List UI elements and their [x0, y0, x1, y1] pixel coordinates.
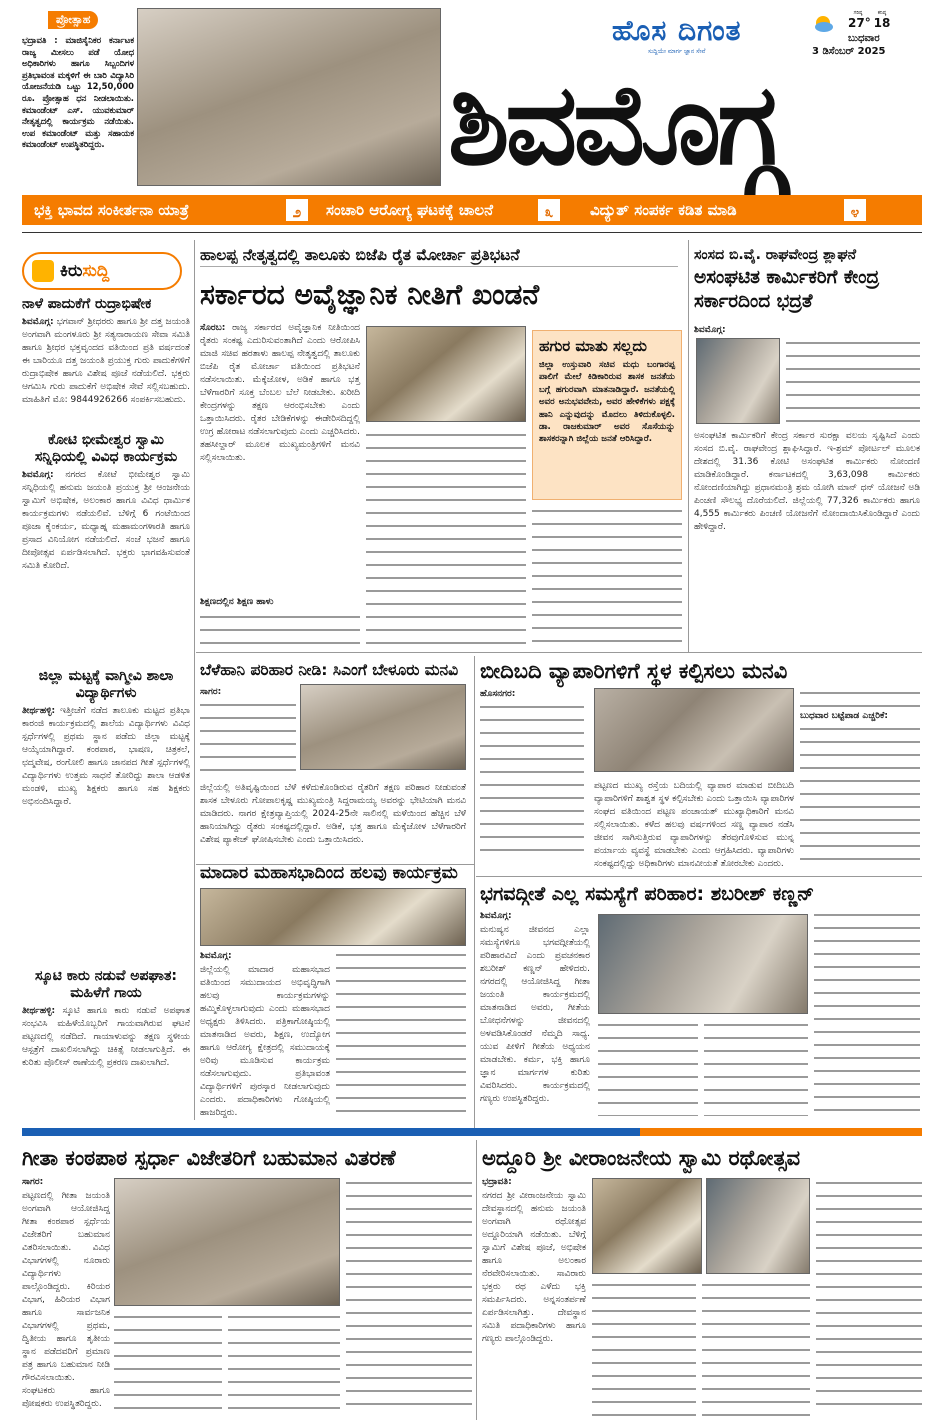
bottom-right-col2: [592, 1280, 696, 1416]
kiru-item-4: ಸ್ಕೂಟಿ ಕಾರು ನಡುವೆ ಅಪಘಾತ: ಮಹಿಳೆಗೆ ಗಾಯ ತೀರ್ಥಹಳ್ಳಿ: ಸ್ಕೂಟಿ ಹಾಗೂ ಕಾರು ನಡುವೆ ಅಪಘಾತ ಸಂಭವಿಸಿ ಮಹಿಳೆಯೊಬ್ಬರಿಗೆ ಗಾಯವಾಗಿರುವ ಘಟನೆ ಪಟ್ಟಣದಲ್ಲಿ ನಡೆದಿದೆ. ಗಾಯಾಳುವನ್ನು ತಕ್ಷಣ ಸ್ಥಳೀಯ ಆಸ್ಪತ್ರೆಗೆ ದಾಖಲಿಸಲಾಗಿದ್ದು ಚಿಕಿತ್ಸೆ ನೀಡಲಾಗುತ್ತಿದೆ. ಈ ಕುರಿತು ಪೊಲೀಸ್ ಠಾಣೆಯಲ್ಲಿ ಪ್ರಕರಣ ದಾಖಲಾಗಿದೆ.: [22, 968, 190, 1068]
lower-right-body: ಮನುಷ್ಯನ ಜೀವನದ ಎಲ್ಲಾ ಸಮಸ್ಯೆಗಳಿಗೂ ಭಗವದ್ಗೀತೆಯಲ್ಲಿ ಪರಿಹಾರವಿದೆ ಎಂದು ಪ್ರವಚನಕಾರ ಶಬರೀಶ್ ಕಣ್ಣನ್ ಹೇಳಿದರು. ನಗರದಲ್ಲಿ ಆಯೋಜಿಸಿದ್ದ ಗೀತಾ ಜಯಂತಿ ಕಾರ್ಯಕ್ರಮದಲ್ಲಿ ಮಾತನಾಡಿದ ಅವರು, ಗೀತೆಯ ಬೋಧನೆಗಳನ್ನು ಜೀವನದಲ್ಲಿ ಅಳವಡಿಸಿಕೊಂಡರೆ ನೆಮ್ಮದಿ ಸಾಧ್ಯ. ಯುವ ಪೀಳಿಗೆ ಗೀತೆಯ ಅಧ್ಯಯನ ಮಾಡಬೇಕು. ಕರ್ಮ, ಭಕ್ತಿ ಹಾಗೂ ಜ್ಞಾನ ಮಾರ್ಗಗಳ ಕುರಿತು ವಿವರಿಸಿದರು. ಕಾರ್ಯಕ್ರಮದಲ್ಲಿ ಗಣ್ಯರು ಉಪಸ್ಥಿತರಿದ್ದರು.: [480, 925, 590, 1104]
kiru-item-3: ಜಿಲ್ಲಾ ಮಟ್ಟಕ್ಕೆ ವಾಗ್ಮೀವಿ ಶಾಲಾ ವಿದ್ಯಾರ್ಥಿಗಳು ತೀರ್ಥಹಳ್ಳಿ: ಇತ್ತೀಚೆಗೆ ನಡೆದ ತಾಲೂಕು ಮಟ್ಟದ ಪ್ರತಿಭಾ ಕಾರಂಜಿ ಕಾರ್ಯಕ್ರಮದಲ್ಲಿ ಶಾಲೆಯ ವಿದ್ಯಾರ್ಥಿಗಳು ವಿವಿಧ ಸ್ಪರ್ಧೆಗಳಲ್ಲಿ ಪ್ರಥಮ ಸ್ಥಾನ ಪಡೆದು ಜಿಲ್ಲಾ ಮಟ್ಟಕ್ಕೆ ಆಯ್ಕೆಯಾಗಿದ್ದಾರೆ. ಕಂಠಪಾಠ, ಭಾಷಣ, ಚಿತ್ರಕಲೆ, ಛದ್ಮವೇಷ, ರಂಗೋಲಿ ಹಾಗೂ ಜಾನಪದ ಗೀತೆ ಸ್ಪರ್ಧೆಗಳಲ್ಲಿ ವಿದ್ಯಾರ್ಥಿಗಳು ಉತ್ತಮ ಸಾಧನೆ ತೋರಿದ್ದು ಶಾಲಾ ಆಡಳಿತ ಮಂಡಳಿ, ಮುಖ್ಯ ಶಿಕ್ಷಕರು ಹಾಗೂ ಸಹ ಶಿಕ್ಷಕರು ಅಭಿನಂದಿಸಿದ್ದಾರೆ.: [22, 668, 190, 807]
lower-left-headline: ಮಾದಾರ ಮಹಾಸಭಾದಿಂದ ಹಲವು ಕಾರ್ಯಕ್ರಮ: [200, 863, 458, 883]
bottom-right-col3: [702, 1280, 810, 1416]
bottom-section-rule-accent: [640, 1128, 922, 1136]
lower-left-photo: [200, 888, 466, 946]
bottom-right-photo-1: [592, 1178, 702, 1274]
mp-portrait: [696, 338, 780, 424]
lower-right-dateline: ಶಿವಮೊಗ್ಗ:: [480, 911, 512, 921]
inside-link-1-page[interactable]: ೨: [284, 197, 310, 223]
column-rule: [476, 1140, 477, 1420]
lower-right-photo: [598, 914, 808, 1014]
issue-day: ಬುಧವಾರ: [848, 33, 880, 44]
bottom-left-dateline: ಸಾಗರ:: [22, 1177, 44, 1187]
promo-photo: [137, 8, 441, 186]
bottom-left-headline: ಗೀತಾ ಕಂಠಪಾಠ ಸ್ಪರ್ಧಾ ವಿಜೇತರಿಗೆ ಬಹುಮಾನ ವಿತರಣೆ: [22, 1146, 396, 1170]
inside-link-3-page[interactable]: ೪: [842, 197, 868, 223]
lead-kicker: ಹಾಲಪ್ಪ ನೇತೃತ್ವದಲ್ಲಿ ತಾಲೂಕು ಬಿಜೆಪಿ ರೈತ ಮೋರ್ಚಾ ಪ್ರತಿಭಟನೆ: [200, 244, 678, 267]
lead-body-col4: [532, 506, 682, 644]
kiru-suddi-label: ಕಿರು ಸುದ್ದಿ: [22, 252, 182, 290]
bottom-right-headline: ಅದ್ದೂರಿ ಶ್ರೀ ವೀರಾಂಜನೇಯ ಸ್ವಾಮಿ ರಥೋತ್ಸವ: [482, 1146, 801, 1170]
bottom-right-dateline: ಭದ್ರಾವತಿ:: [482, 1177, 512, 1187]
inside-link-3[interactable]: ವಿದ್ಯುತ್ ಸಂಪರ್ಕ ಕಡಿತ ಮಾಡಿ: [578, 197, 840, 223]
bottom-right-photo-2: [706, 1178, 810, 1274]
mid-left-col1: [200, 700, 296, 778]
bottom-right-col4: [816, 1178, 922, 1416]
column-rule: [474, 656, 475, 1132]
mid-right-col4: [800, 688, 920, 710]
mid-right-photo: [594, 688, 794, 772]
promo-text: ಭದ್ರಾವತಿ : ಮಾಜಿಸೈನಿಕರ ಕರ್ನಾಟಕ ರಾಜ್ಯ ಮೀಸಲು ಪಡೆ ಯೋಧ ಅಧಿಕಾರಿಗಳು ಹಾಗೂ ಸಿಬ್ಬಂದಿಗಳ ಪ್ರತಿಭಾವಂತ ಮಕ್ಕಳಿಗೆ ಈ ಬಾರಿ ವಿದ್ಯಾಸಿರಿ ಯೋಜನೆಯಡಿ ಒಟ್ಟು 12,50,000 ರೂ. ಪ್ರೋತ್ಸಾಹ ಧನ ನೀಡಲಾಯಿತು. ಕಮಾಂಡೆಂಟ್ ಎಸ್. ಯುವಕುಮಾರ್ ನೇತೃತ್ವದಲ್ಲಿ ಕಾರ್ಯಕ್ರಮ ನಡೆಯಿತು. ಉಪ ಕಮಾಂಡೆಂಟ್ ಮತ್ತು ಸಹಾಯಕ ಕಮಾಂಡೆಂಟ್ ಉಪಸ್ಥಿತರಿದ್ದರು.: [22, 35, 134, 150]
right-kicker: ಸಂಸದ ಬಿ.ವೈ. ರಾಘವೇಂದ್ರ ಶ್ಲಾಘನೆ: [694, 247, 857, 263]
inside-link-2[interactable]: ಸಂಚಾರಿ ಆರೋಗ್ಯ ಘಟಕಕ್ಕೆ ಚಾಲನೆ: [314, 197, 532, 223]
weather-high: ಗರಿಷ್ಠ 27°: [848, 10, 871, 30]
mid-right-subhead: ಬುಧವಾರ ಬಟ್ಟೆಪಾಡ ಎಚ್ಚರಿಕೆ:: [800, 711, 889, 721]
column-rule: [194, 240, 195, 1120]
lead-photo: [366, 326, 526, 422]
mid-right-headline: ಬೀದಿಬದಿ ವ್ಯಾಪಾರಿಗಳಿಗೆ ಸ್ಥಳ ಕಲ್ಪಿಸಲು ಮನವಿ: [480, 659, 788, 683]
inside-link-2-page[interactable]: ೩: [536, 197, 562, 223]
masthead-rule: [22, 232, 922, 233]
bottom-left-photo: [114, 1178, 340, 1306]
sidebar-text: ಜಿಲ್ಲಾ ಉಸ್ತುವಾರಿ ಸಚಿವ ಮಧು ಬಂಗಾರಪ್ಪ ಪಾಲಿಗೆ ಮೇಲೆ ಕಿಡಿಕಾರಿರುವ ಶಾಸಕ ಜನತೆಯ ಬಗ್ಗೆ ಹಗುರವಾಗಿ ಮಾತನಾಡಿದ್ದಾರೆ. ಜನತೆಯಲ್ಲಿ ಅವರ ಅನುಭವವೇನು, ಅವರ ಹೇಳಿಕೆಗಳು ಪಕ್ಷಕ್ಕೆ ಹಾನಿ ಎನ್ನುವುದನ್ನು ಮೊದಲು ತಿಳಿದುಕೊಳ್ಳಲಿ. ಡಾ. ರಾಜಕುಮಾರ್ ಅವರ ಸೊಸೆಯನ್ನು ಶಾಸಕರನ್ನಾಗಿ ಜಿಲ್ಲೆಯ ಜನತೆ ಆರಿಸಿದ್ದಾರೆ.: [539, 360, 675, 445]
bottom-right-body: ನಗರದ ಶ್ರೀ ವೀರಾಂಜನೇಯ ಸ್ವಾಮಿ ದೇವಸ್ಥಾನದಲ್ಲಿ ಹನುಮ ಜಯಂತಿ ಅಂಗವಾಗಿ ರಥೋತ್ಸವ ಅದ್ದೂರಿಯಾಗಿ ನಡೆಯಿತು. ಬೆಳಿಗ್ಗೆ ಸ್ವಾಮಿಗೆ ವಿಶೇಷ ಪೂಜೆ, ಅಭಿಷೇಕ ಹಾಗೂ ಅಲಂಕಾರ ನೆರವೇರಿಸಲಾಯಿತು. ಸಾವಿರಾರು ಭಕ್ತರು ರಥ ಎಳೆದು ಭಕ್ತಿ ಸಮರ್ಪಿಸಿದರು. ಅನ್ನಸಂತರ್ಪಣೆ ಏರ್ಪಡಿಸಲಾಗಿತ್ತು. ದೇವಸ್ಥಾನ ಸಮಿತಿ ಪದಾಧಿಕಾರಿಗಳು ಹಾಗೂ ಗಣ್ಯರು ಪಾಲ್ಗೊಂಡಿದ್ದರು.: [482, 1191, 586, 1344]
lower-right-col4: [814, 910, 920, 1116]
issue-date: 3 ಡಿಸೆಂಬರ್ 2025: [812, 46, 886, 57]
mid-right-body: ಪಟ್ಟಣದ ಮುಖ್ಯ ರಸ್ತೆಯ ಬದಿಯಲ್ಲಿ ವ್ಯಾಪಾರ ಮಾಡುವ ಬೀದಿಬದಿ ವ್ಯಾಪಾರಿಗಳಿಗೆ ಶಾಶ್ವತ ಸ್ಥಳ ಕಲ್ಪಿಸಬೇಕು ಎಂದು ಒತ್ತಾಯಿಸಿ ವ್ಯಾಪಾರಿಗಳ ಸಂಘದ ವತಿಯಿಂದ ಪಟ್ಟಣ ಪಂಚಾಯತ್ ಮುಖ್ಯಾಧಿಕಾರಿಗೆ ಮನವಿ ಸಲ್ಲಿಸಲಾಯಿತು. ಕಳೆದ ಹಲವು ವರ್ಷಗಳಿಂದ ಸಣ್ಣ ವ್ಯಾಪಾರ ನಡೆಸಿ ಜೀವನ ಸಾಗಿಸುತ್ತಿರುವ ವ್ಯಾಪಾರಿಗಳನ್ನು ತೆರವುಗೊಳಿಸುವ ಮುನ್ನ ಪರ್ಯಾಯ ವ್ಯವಸ್ಥೆ ಮಾಡಬೇಕು ಎಂದು ಆಗ್ರಹಿಸಿದರು. ವ್ಯಾಪಾರಿಗಳು ಸಂಕಷ್ಟದಲ್ಲಿದ್ದು ಅಧಿಕಾರಿಗಳು ಮಾನವೀಯತೆ ತೋರಬೇಕು ಎಂದರು.: [594, 781, 794, 869]
sidebar-title: ಹಗುರ ಮಾತು ಸಲ್ಲದು: [539, 337, 647, 355]
mid-right-col4b: [800, 724, 920, 862]
lower-left-col2: [336, 950, 466, 1114]
mid-left-headline: ಬೆಳೆಹಾನಿ ಪರಿಹಾರ ನೀಡಿ: ಸಿಎಂಗೆ ಬೇಳೂರು ಮನವಿ: [200, 661, 459, 679]
column-rule: [688, 240, 689, 652]
lead-body-col3b: [366, 430, 526, 644]
city-title: ಶಿವಮೊಗ್ಗ: [448, 60, 781, 190]
kiru-item-1: ನಾಳೆ ಪಾದುಕೆಗೆ ರುದ್ರಾಭಿಷೇಕ ಶಿವಮೊಗ್ಗ: ಭಗವಾನ್ ಶ್ರೀಧರರು ಹಾಗೂ ಶ್ರೀ ದತ್ತ ಜಯಂತಿ ಅಂಗವಾಗಿ ಮಂಗಳೂರು ಶ್ರೀ ಸತ್ಯನಾರಾಯಣ ಸೇವಾ ಸಮಿತಿ ಹಾಗೂ ಶ್ರೀಧರ ಭಕ್ತವೃಂದದ ವತಿಯಿಂದ ಪ್ರತಿ ವರ್ಷದಂತೆ ಈ ಬಾರಿಯೂ ದತ್ತ ಜಯಂತಿ ಪ್ರಯುಕ್ತ ಗುರು ಪಾದುಕೆಗಳಿಗೆ ರುದ್ರಾಭಿಷೇಕ ಹಾಗೂ ವಿಶೇಷ ಪೂಜೆ ನಡೆಯಲಿದೆ. ಭಕ್ತರು ಆಗಮಿಸಿ ಗುರು ಪಾದುಕೆಗೆ ಅಭಿಷೇಕ ಸೇವೆ ಸಲ್ಲಿಸಬಹುದು. ಮಾಹಿತಿಗೆ ಮೊ: 9844926266 ಸಂಪರ್ಕಿಸಬಹುದು.: [22, 296, 190, 405]
lead-body-col2: ಶಿಕ್ಷಣದಲ್ಲಿನ ಶಿಕ್ಷಣ ಹಾಳು: [200, 597, 274, 607]
lower-left-body: ಜಿಲ್ಲೆಯಲ್ಲಿ ಮಾದಾರ ಮಹಾಸಭಾದ ವತಿಯಿಂದ ಸಮುದಾಯದ ಅಭಿವೃದ್ಧಿಗಾಗಿ ಹಲವು ಕಾರ್ಯಕ್ರಮಗಳನ್ನು ಹಮ್ಮಿಕೊಳ್ಳಲಾಗುವುದು ಎಂದು ಮಹಾಸಭಾದ ಅಧ್ಯಕ್ಷರು ತಿಳಿಸಿದರು. ಪತ್ರಿಕಾಗೋಷ್ಠಿಯಲ್ಲಿ ಮಾತನಾಡಿದ ಅವರು, ಶಿಕ್ಷಣ, ಉದ್ಯೋಗ ಹಾಗೂ ಆರೋಗ್ಯ ಕ್ಷೇತ್ರದಲ್ಲಿ ಸಮುದಾಯಕ್ಕೆ ಅರಿವು ಮೂಡಿಸುವ ಕಾರ್ಯಕ್ರಮ ನಡೆಸಲಾಗುವುದು. ಪ್ರತಿಭಾವಂತ ವಿದ್ಯಾರ್ಥಿಗಳಿಗೆ ಪುರಸ್ಕಾರ ನೀಡಲಾಗುವುದು ಎಂದರು. ಪದಾಧಿಕಾರಿಗಳು ಗೋಷ್ಠಿಯಲ್ಲಿ ಹಾಜರಿದ್ದರು.: [200, 965, 330, 1118]
lower-right-col2: [598, 1020, 698, 1116]
mid-left-dateline: ಸಾಗರ:: [200, 687, 222, 697]
right-headline: ಅಸಂಘಟಿತ ಕಾರ್ಮಿಕರಿಗೆ ಕೇಂದ್ರ ಸರ್ಕಾರದಿಂದ ಭದ್ರತೆ: [694, 267, 880, 312]
section-rule: [196, 652, 922, 653]
right-body-text: ಅಸಂಘಟಿತ ಕಾರ್ಮಿಕರಿಗೆ ಕೇಂದ್ರ ಸರ್ಕಾರ ಸುರಕ್ಷಾ ವಲಯ ಸೃಷ್ಟಿಸಿದೆ ಎಂದು ಸಂಸದ ಬಿ.ವೈ. ರಾಘವೇಂದ್ರ ಶ್ಲಾಘಿಸಿದ್ದಾರೆ. ಇ-ಶ್ರಮ್ ಪೋರ್ಟಲ್ ಮೂಲಕ ದೇಶದಲ್ಲಿ 31.36 ಕೋಟಿ ಅಸಂಘಟಿತ ಕಾರ್ಮಿಕರು ನೋಂದಣಿ ಮಾಡಿಕೊಂಡಿದ್ದಾರೆ. ಕರ್ನಾಟಕದಲ್ಲಿ 3,63,098 ಕಾರ್ಮಿಕರು ನೋಂದಣಿಯಾಗಿದ್ದು ಪ್ರಧಾನಮಂತ್ರಿ ಶ್ರಮ ಯೋಗಿ ಮಾನ್ ಧನ್ ಯೋಜನೆ ಅಡಿ ಪಿಂಚಣಿ ಸೌಲಭ್ಯ ದೊರೆಯಲಿದೆ. ಜಿಲ್ಲೆಯಲ್ಲಿ 77,326 ಕಾರ್ಮಿಕರು ಹಾಗೂ 4,555 ಕಾರ್ಮಿಕರು ಪಿಂಚಣಿ ಯೋಜನೆಗೆ ನೋಂದಾಯಿಸಿಕೊಂಡಿದ್ದಾರೆ ಎಂದು ಹೇಳಿದ್ದಾರೆ.: [694, 431, 920, 532]
lower-left-dateline: ಶಿವಮೊಗ್ಗ:: [200, 951, 232, 961]
bottom-left-col4: [346, 1178, 472, 1416]
right-body: ಶಿವಮೊಗ್ಗ:: [694, 325, 726, 335]
lower-right-col3: [704, 1020, 808, 1116]
lead-headline: ಸರ್ಕಾರದ ಅವೈಜ್ಞಾನಿಕ ನೀತಿಗೆ ಖಂಡನೆ: [200, 278, 540, 311]
right-body-col1: [786, 338, 920, 424]
mid-right-col1: [480, 702, 584, 862]
lead-body-col2-text: [200, 612, 360, 648]
bottom-left-col2: [114, 1312, 222, 1416]
weather-low: ಕನಿಷ್ಠ 18: [873, 10, 891, 30]
inside-link-1[interactable]: ಭಕ್ತಿ ಭಾವದ ಸಂಕೀರ್ತನಾ ಯಾತ್ರೆ: [22, 197, 284, 223]
bottom-left-col3: [228, 1312, 340, 1416]
mid-left-photo: [300, 684, 466, 770]
section-rule: [476, 876, 922, 877]
lower-right-headline: ಭಗವದ್ಗೀತೆ ಎಲ್ಲ ಸಮಸ್ಯೆಗೆ ಪರಿಹಾರ: ಶಬರೀಶ್ ಕಣ್ಣನ್: [480, 883, 815, 905]
lead-body-col1: ಸೊರಬ: ರಾಜ್ಯ ಸರ್ಕಾರದ ಅವೈಜ್ಞಾನಿಕ ನೀತಿಯಿಂದ ರೈತರು ಸಂಕಷ್ಟ ಎದುರಿಸುವಂತಾಗಿದೆ ಎಂದು ಆರೋಪಿಸಿ ಮಾಜಿ ಸಚಿವ ಹರತಾಳು ಹಾಲಪ್ಪ ನೇತೃತ್ವದಲ್ಲಿ ತಾಲೂಕು ಬಿಜೆಪಿ ರೈತ ಮೋರ್ಚಾ ವತಿಯಿಂದ ಪ್ರತಿಭಟನೆ ನಡೆಸಲಾಯಿತು. ಮೆಕ್ಕೆಜೋಳ, ಅಡಿಕೆ ಹಾಗೂ ಭತ್ತ ಬೆಳೆಗಾರರಿಗೆ ಸೂಕ್ತ ಬೆಂಬಲ ಬೆಲೆ ನೀಡಬೇಕು. ಖರೀದಿ ಕೇಂದ್ರಗಳನ್ನು ತಕ್ಷಣ ಆರಂಭಿಸಬೇಕು ಎಂದು ಒತ್ತಾಯಿಸಿದರು. ರೈತರ ಬೇಡಿಕೆಗಳನ್ನು ಈಡೇರಿಸದಿದ್ದಲ್ಲಿ ಉಗ್ರ ಹೋರಾಟ ನಡೆಸಲಾಗುವುದು ಎಂದು ಎಚ್ಚರಿಸಿದರು. ತಹಸೀಲ್ದಾರ್ ಮೂಲಕ ಮುಖ್ಯಮಂತ್ರಿಗಳಿಗೆ ಮನವಿ ಸಲ್ಲಿಸಲಾಯಿತು.: [200, 323, 360, 463]
promo-tag: ಪ್ರೋತ್ಸಾಹ: [48, 11, 98, 29]
lead-sidebar-box: [532, 330, 682, 500]
weather-sun-icon: [812, 12, 834, 34]
hand-icon: [32, 260, 54, 282]
promo-brief: [22, 8, 134, 190]
kiru-item-2: ಕೋಟಿ ಭೀಮೇಶ್ವರ ಸ್ವಾಮಿ ಸನ್ನಿಧಿಯಲ್ಲಿ ವಿವಿಧ ಕಾರ್ಯಕ್ರಮ ಶಿವಮೊಗ್ಗ: ನಗರದ ಕೋಟೆ ಭೀಮೇಶ್ವರ ಸ್ವಾಮಿ ಸನ್ನಿಧಿಯಲ್ಲಿ ಹನುಮ ಜಯಂತಿ ಪ್ರಯುಕ್ತ ಶ್ರೀ ಆಂಜನೇಯ ಸ್ವಾಮಿಗೆ ಅಭಿಷೇಕ, ಅಲಂಕಾರ ಹಾಗೂ ವಿವಿಧ ಧಾರ್ಮಿಕ ಕಾರ್ಯಕ್ರಮಗಳು ನಡೆಯಲಿವೆ. ಬೆಳಿಗ್ಗೆ 6 ಗಂಟೆಯಿಂದ ಪೂಜಾ ಕೈಂಕರ್ಯ, ಮಧ್ಯಾಹ್ನ ಮಹಾಮಂಗಳಾರತಿ ಹಾಗೂ ಪ್ರಸಾದ ವಿನಿಯೋಗ ನಡೆಯಲಿದೆ. ಸಂಜೆ ಭಜನೆ ಹಾಗೂ ದೀಪೋತ್ಸವ ಏರ್ಪಡಿಸಲಾಗಿದೆ. ಭಕ್ತರು ಭಾಗವಹಿಸುವಂತೆ ಸಮಿತಿ ಕೋರಿದೆ.: [22, 432, 190, 571]
paper-logo: ಹೊಸ ದಿಗಂತ ಸುದ್ದಿಯೇ ಮಾರ್ಗ ಜ್ಞಾನ ಸೇವೆ: [612, 14, 742, 55]
mid-right-dateline: ಹೊಸನಗರ:: [480, 689, 516, 699]
bottom-left-body: ಪಟ್ಟಣದಲ್ಲಿ ಗೀತಾ ಜಯಂತಿ ಅಂಗವಾಗಿ ಆಯೋಜಿಸಿದ್ದ ಗೀತಾ ಕಂಠಪಾಠ ಸ್ಪರ್ಧೆಯ ವಿಜೇತರಿಗೆ ಬಹುಮಾನ ವಿತರಿಸಲಾಯಿತು. ವಿವಿಧ ವಿಭಾಗಗಳಲ್ಲಿ ನೂರಾರು ವಿದ್ಯಾರ್ಥಿಗಳು ಪಾಲ್ಗೊಂಡಿದ್ದರು. ಕಿರಿಯರ ವಿಭಾಗ, ಹಿರಿಯರ ವಿಭಾಗ ಹಾಗೂ ಸಾರ್ವಜನಿಕ ವಿಭಾಗಗಳಲ್ಲಿ ಪ್ರಥಮ, ದ್ವಿತೀಯ ಹಾಗೂ ತೃತೀಯ ಸ್ಥಾನ ಪಡೆದವರಿಗೆ ಪ್ರಮಾಣ ಪತ್ರ ಹಾಗೂ ಬಹುಮಾನ ನೀಡಿ ಗೌರವಿಸಲಾಯಿತು. ಸಂಘಟಕರು ಹಾಗೂ ಪೋಷಕರು ಉಪಸ್ಥಿತರಿದ್ದರು.: [22, 1191, 110, 1409]
mid-left-body: ಜಿಲ್ಲೆಯಲ್ಲಿ ಅತಿವೃಷ್ಟಿಯಿಂದ ಬೆಳೆ ಕಳೆದುಕೊಂಡಿರುವ ರೈತರಿಗೆ ತಕ್ಷಣ ಪರಿಹಾರ ನೀಡುವಂತೆ ಶಾಸಕ ಬೇಳೂರು ಗೋಪಾಲಕೃಷ್ಣ ಮುಖ್ಯಮಂತ್ರಿ ಸಿದ್ದರಾಮಯ್ಯ ಅವರನ್ನು ಭೇಟಿಯಾಗಿ ಮನವಿ ಮಾಡಿದರು. ನಾಗರ ಕ್ಷೇತ್ರವ್ಯಾಪ್ತಿಯಲ್ಲಿ 2024-25ನೇ ಸಾಲಿನಲ್ಲಿ ಮಳೆಯಿಂದ ಹೆಚ್ಚಿನ ಬೆಳೆ ಹಾನಿಯಾಗಿದ್ದು ರೈತರು ಸಂಕಷ್ಟದಲ್ಲಿದ್ದಾರೆ. ಅಡಿಕೆ, ಭತ್ತ ಹಾಗೂ ಮೆಕ್ಕೆಜೋಳ ಬೆಳೆಗಾರರಿಗೆ ವಿಶೇಷ ಪ್ಯಾಕೇಜ್ ಘೋಷಿಸಬೇಕು ಎಂದು ಒತ್ತಾಯಿಸಿದರು.: [200, 783, 466, 845]
